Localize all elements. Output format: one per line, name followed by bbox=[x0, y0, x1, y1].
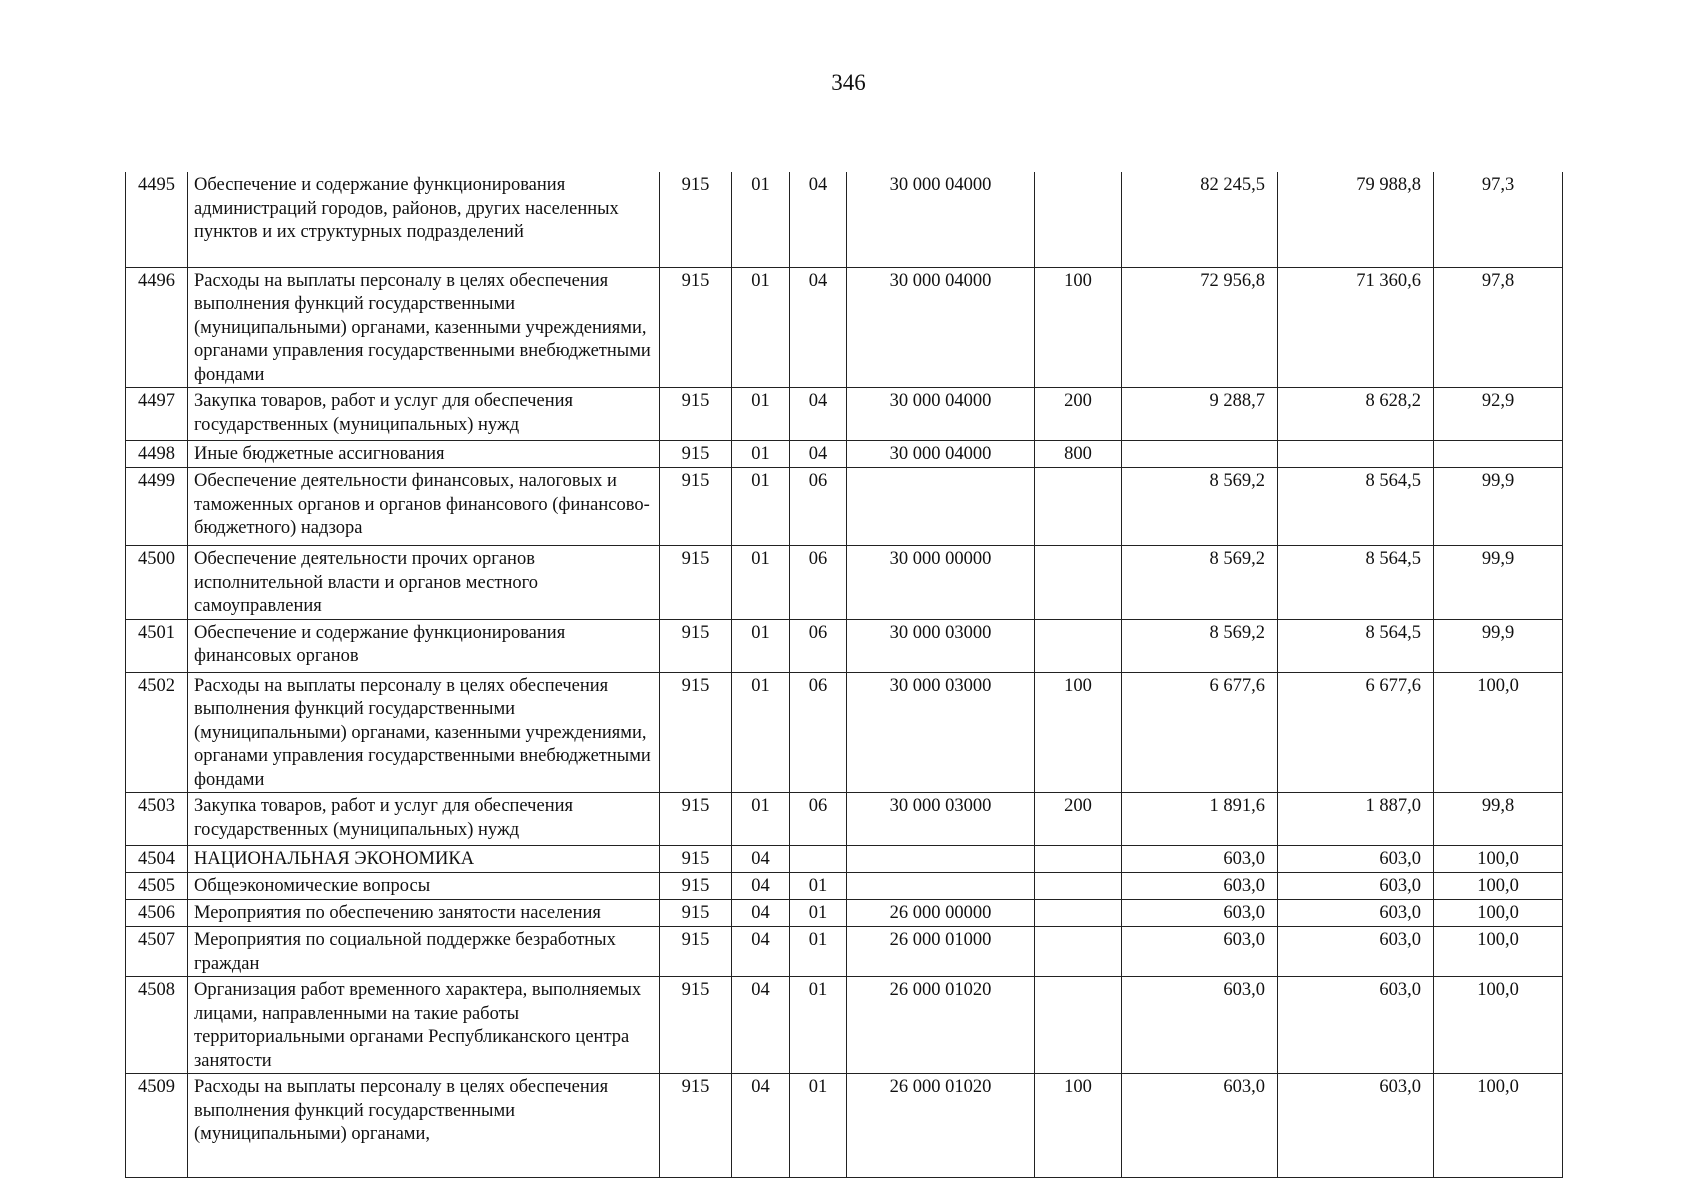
ministry-code: 915 bbox=[660, 846, 732, 873]
item-name: Расходы на выплаты персоналу в целях обеспечения выполнения функций государственными (муниципальными) органами, bbox=[188, 1074, 660, 1178]
actual-amount: 603,0 bbox=[1278, 927, 1434, 977]
actual-amount: 6 677,6 bbox=[1278, 672, 1434, 793]
row-number: 4505 bbox=[126, 873, 188, 900]
expense-type-code bbox=[1035, 546, 1122, 620]
section-code: 04 bbox=[732, 873, 790, 900]
ministry-code: 915 bbox=[660, 172, 732, 267]
ministry-code: 915 bbox=[660, 388, 732, 441]
row-number: 4499 bbox=[126, 468, 188, 546]
target-article-code bbox=[847, 846, 1035, 873]
execution-percent: 97,8 bbox=[1434, 267, 1563, 388]
subsection-code: 01 bbox=[790, 927, 847, 977]
target-article-code bbox=[847, 873, 1035, 900]
actual-amount: 79 988,8 bbox=[1278, 172, 1434, 267]
item-name: Закупка товаров, работ и услуг для обеспечения государственных (муниципальных) нужд bbox=[188, 793, 660, 846]
section-code: 01 bbox=[732, 546, 790, 620]
target-article-code: 26 000 01000 bbox=[847, 927, 1035, 977]
actual-amount: 8 564,5 bbox=[1278, 619, 1434, 672]
subsection-code: 01 bbox=[790, 977, 847, 1074]
actual-amount: 1 887,0 bbox=[1278, 793, 1434, 846]
planned-amount: 603,0 bbox=[1122, 977, 1278, 1074]
target-article-code: 30 000 04000 bbox=[847, 172, 1035, 267]
execution-percent: 100,0 bbox=[1434, 1074, 1563, 1178]
execution-percent: 99,8 bbox=[1434, 793, 1563, 846]
row-number: 4501 bbox=[126, 619, 188, 672]
subsection-code bbox=[790, 846, 847, 873]
subsection-code: 01 bbox=[790, 873, 847, 900]
subsection-code: 01 bbox=[790, 900, 847, 927]
table-row bbox=[126, 468, 1563, 546]
execution-percent: 92,9 bbox=[1434, 388, 1563, 441]
expense-type-code bbox=[1035, 468, 1122, 546]
actual-amount: 8 564,5 bbox=[1278, 468, 1434, 546]
row-number: 4498 bbox=[126, 441, 188, 468]
expense-type-code bbox=[1035, 172, 1122, 267]
table-row bbox=[126, 672, 1563, 793]
ministry-code: 915 bbox=[660, 672, 732, 793]
execution-percent: 100,0 bbox=[1434, 927, 1563, 977]
actual-amount bbox=[1278, 441, 1434, 468]
expense-type-code: 200 bbox=[1035, 793, 1122, 846]
target-article-code bbox=[847, 468, 1035, 546]
actual-amount: 8 564,5 bbox=[1278, 546, 1434, 620]
ministry-code: 915 bbox=[660, 977, 732, 1074]
expense-type-code bbox=[1035, 977, 1122, 1074]
expense-type-code bbox=[1035, 846, 1122, 873]
ministry-code: 915 bbox=[660, 900, 732, 927]
item-name: Организация работ временного характера, выполняемых лицами, направленными на такие работы территориальными органами Республиканского центра занятости bbox=[188, 977, 660, 1074]
section-code: 01 bbox=[732, 468, 790, 546]
row-number: 4502 bbox=[126, 672, 188, 793]
target-article-code: 30 000 04000 bbox=[847, 267, 1035, 388]
item-name: Обеспечение и содержание функционирования финансовых органов bbox=[188, 619, 660, 672]
expense-type-code bbox=[1035, 619, 1122, 672]
execution-percent: 97,3 bbox=[1434, 172, 1563, 267]
table-row bbox=[126, 619, 1563, 672]
planned-amount: 603,0 bbox=[1122, 1074, 1278, 1178]
target-article-code: 30 000 04000 bbox=[847, 388, 1035, 441]
item-name: Расходы на выплаты персоналу в целях обеспечения выполнения функций государственными (муниципальными) органами, казенными учреждениями, органами управления государственными внебюджетными фондами bbox=[188, 672, 660, 793]
execution-percent: 99,9 bbox=[1434, 619, 1563, 672]
actual-amount: 603,0 bbox=[1278, 977, 1434, 1074]
planned-amount: 6 677,6 bbox=[1122, 672, 1278, 793]
ministry-code: 915 bbox=[660, 793, 732, 846]
actual-amount: 603,0 bbox=[1278, 900, 1434, 927]
section-code: 04 bbox=[732, 927, 790, 977]
table-row bbox=[126, 900, 1563, 927]
row-number: 4496 bbox=[126, 267, 188, 388]
planned-amount: 8 569,2 bbox=[1122, 468, 1278, 546]
section-code: 01 bbox=[732, 388, 790, 441]
row-number: 4503 bbox=[126, 793, 188, 846]
actual-amount: 8 628,2 bbox=[1278, 388, 1434, 441]
planned-amount: 8 569,2 bbox=[1122, 546, 1278, 620]
expense-type-code: 100 bbox=[1035, 267, 1122, 388]
target-article-code: 30 000 03000 bbox=[847, 793, 1035, 846]
table-body bbox=[126, 172, 1563, 1178]
subsection-code: 06 bbox=[790, 468, 847, 546]
table-row bbox=[126, 172, 1563, 267]
page-number: 346 bbox=[831, 70, 866, 95]
item-name: Иные бюджетные ассигнования bbox=[188, 441, 660, 468]
target-article-code: 30 000 03000 bbox=[847, 619, 1035, 672]
section-code: 01 bbox=[732, 441, 790, 468]
row-number: 4509 bbox=[126, 1074, 188, 1178]
row-number: 4500 bbox=[126, 546, 188, 620]
execution-percent: 100,0 bbox=[1434, 873, 1563, 900]
planned-amount: 72 956,8 bbox=[1122, 267, 1278, 388]
item-name: Обеспечение деятельности финансовых, налоговых и таможенных органов и органов финансового (финансово-бюджетного) надзора bbox=[188, 468, 660, 546]
expense-type-code bbox=[1035, 900, 1122, 927]
ministry-code: 915 bbox=[660, 873, 732, 900]
section-code: 04 bbox=[732, 977, 790, 1074]
planned-amount bbox=[1122, 441, 1278, 468]
expense-type-code: 100 bbox=[1035, 1074, 1122, 1178]
planned-amount: 1 891,6 bbox=[1122, 793, 1278, 846]
table-row bbox=[126, 793, 1563, 846]
ministry-code: 915 bbox=[660, 927, 732, 977]
actual-amount: 603,0 bbox=[1278, 1074, 1434, 1178]
ministry-code: 915 bbox=[660, 267, 732, 388]
section-code: 01 bbox=[732, 267, 790, 388]
item-name: Закупка товаров, работ и услуг для обеспечения государственных (муниципальных) нужд bbox=[188, 388, 660, 441]
table-row bbox=[126, 441, 1563, 468]
expense-type-code: 100 bbox=[1035, 672, 1122, 793]
subsection-code: 04 bbox=[790, 441, 847, 468]
execution-percent: 100,0 bbox=[1434, 672, 1563, 793]
subsection-code: 04 bbox=[790, 388, 847, 441]
item-name: НАЦИОНАЛЬНАЯ ЭКОНОМИКА bbox=[188, 846, 660, 873]
table-row bbox=[126, 927, 1563, 977]
row-number: 4495 bbox=[126, 172, 188, 267]
item-name: Обеспечение и содержание функционирования администраций городов, районов, других населенных пунктов и их структурных подразделений bbox=[188, 172, 660, 267]
planned-amount: 82 245,5 bbox=[1122, 172, 1278, 267]
section-code: 04 bbox=[732, 846, 790, 873]
subsection-code: 04 bbox=[790, 172, 847, 267]
execution-percent: 100,0 bbox=[1434, 846, 1563, 873]
subsection-code: 04 bbox=[790, 267, 847, 388]
row-number: 4508 bbox=[126, 977, 188, 1074]
table-row bbox=[126, 873, 1563, 900]
planned-amount: 8 569,2 bbox=[1122, 619, 1278, 672]
expense-type-code bbox=[1035, 927, 1122, 977]
expense-type-code bbox=[1035, 873, 1122, 900]
item-name: Обеспечение деятельности прочих органов исполнительной власти и органов местного самоуправления bbox=[188, 546, 660, 620]
table-row bbox=[126, 546, 1563, 620]
item-name: Мероприятия по обеспечению занятости населения bbox=[188, 900, 660, 927]
execution-percent bbox=[1434, 441, 1563, 468]
expense-type-code: 200 bbox=[1035, 388, 1122, 441]
planned-amount: 603,0 bbox=[1122, 846, 1278, 873]
table-row bbox=[126, 1074, 1563, 1178]
execution-percent: 100,0 bbox=[1434, 977, 1563, 1074]
planned-amount: 603,0 bbox=[1122, 900, 1278, 927]
expense-type-code: 800 bbox=[1035, 441, 1122, 468]
execution-percent: 99,9 bbox=[1434, 546, 1563, 620]
section-code: 04 bbox=[732, 1074, 790, 1178]
execution-percent: 100,0 bbox=[1434, 900, 1563, 927]
section-code: 01 bbox=[732, 793, 790, 846]
actual-amount: 603,0 bbox=[1278, 846, 1434, 873]
subsection-code: 01 bbox=[790, 1074, 847, 1178]
target-article-code: 26 000 01020 bbox=[847, 977, 1035, 1074]
item-name: Мероприятия по социальной поддержке безработных граждан bbox=[188, 927, 660, 977]
section-code: 01 bbox=[732, 172, 790, 267]
item-name: Расходы на выплаты персоналу в целях обеспечения выполнения функций государственными (муниципальными) органами, казенными учреждениями, органами управления государственными внебюджетными фондами bbox=[188, 267, 660, 388]
subsection-code: 06 bbox=[790, 546, 847, 620]
planned-amount: 603,0 bbox=[1122, 873, 1278, 900]
ministry-code: 915 bbox=[660, 546, 732, 620]
budget-table bbox=[125, 172, 1563, 1178]
planned-amount: 9 288,7 bbox=[1122, 388, 1278, 441]
row-number: 4507 bbox=[126, 927, 188, 977]
section-code: 01 bbox=[732, 672, 790, 793]
subsection-code: 06 bbox=[790, 672, 847, 793]
section-code: 01 bbox=[732, 619, 790, 672]
target-article-code: 26 000 00000 bbox=[847, 900, 1035, 927]
row-number: 4504 bbox=[126, 846, 188, 873]
ministry-code: 915 bbox=[660, 441, 732, 468]
table-row bbox=[126, 388, 1563, 441]
target-article-code: 26 000 01020 bbox=[847, 1074, 1035, 1178]
table-row bbox=[126, 846, 1563, 873]
section-code: 04 bbox=[732, 900, 790, 927]
item-name: Общеэкономические вопросы bbox=[188, 873, 660, 900]
execution-percent: 99,9 bbox=[1434, 468, 1563, 546]
row-number: 4497 bbox=[126, 388, 188, 441]
target-article-code: 30 000 00000 bbox=[847, 546, 1035, 620]
table-row bbox=[126, 977, 1563, 1074]
subsection-code: 06 bbox=[790, 619, 847, 672]
subsection-code: 06 bbox=[790, 793, 847, 846]
ministry-code: 915 bbox=[660, 468, 732, 546]
ministry-code: 915 bbox=[660, 619, 732, 672]
table-row bbox=[126, 267, 1563, 388]
planned-amount: 603,0 bbox=[1122, 927, 1278, 977]
target-article-code: 30 000 03000 bbox=[847, 672, 1035, 793]
row-number: 4506 bbox=[126, 900, 188, 927]
actual-amount: 603,0 bbox=[1278, 873, 1434, 900]
target-article-code: 30 000 04000 bbox=[847, 441, 1035, 468]
ministry-code: 915 bbox=[660, 1074, 732, 1178]
actual-amount: 71 360,6 bbox=[1278, 267, 1434, 388]
